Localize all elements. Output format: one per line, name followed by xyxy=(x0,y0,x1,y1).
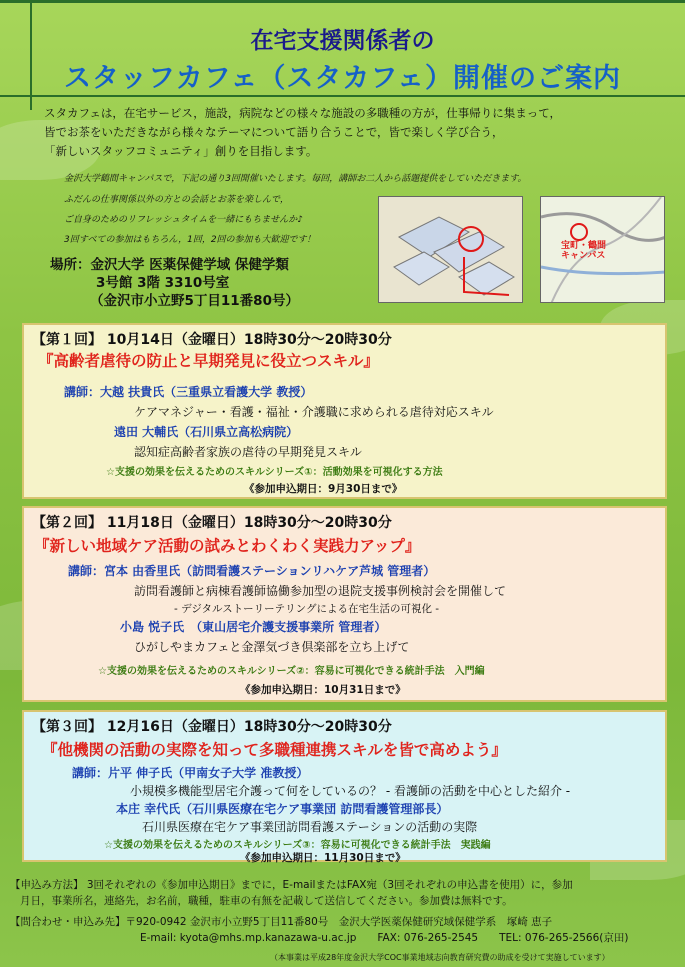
session-3-series: ☆支援の効果を伝えるためのスキルシリーズ③：容易に可視化できる統計手法 実践編 xyxy=(104,840,491,851)
intro-line: 皆でお茶をいただきながら様々なテーマについて語り合うことで，皆で楽しく学び合う， xyxy=(44,125,504,139)
top-rule xyxy=(0,0,685,3)
session-2-box xyxy=(22,506,667,702)
session-2-speaker-2: 小島 悦子氏 （東山居宅介護支援事業所 管理者） xyxy=(120,620,387,634)
session-2-talk-1-sub: - デジタルストーリーテリングによる在宅生活の可視化 - xyxy=(174,603,440,615)
session-2-speaker-1: 講師：宮本 由香里氏（訪問看護ステーションリハケア芦城 管理者） xyxy=(68,564,436,578)
note-line: 3回すべての参加はもちろん，1回，2回の参加も大歓迎です！ xyxy=(64,235,316,245)
building-map-graphic xyxy=(379,197,523,303)
intro-line: 「新しいスタッフコミュニティ」創りを目指します。 xyxy=(44,144,318,158)
header-rule xyxy=(0,95,685,97)
intro-text xyxy=(44,104,674,161)
session-2-talk-2: ひがしやまカフェと金澤気づき倶楽部を立ち上げて xyxy=(134,640,410,654)
session-1-speaker-1: 講師：大越 扶貴氏（三重県立看護大学 教授） xyxy=(64,385,313,399)
session-1-deadline: 《参加申込期日：9月30日まで》 xyxy=(244,483,403,495)
session-3-theme: 『他機関の活動の実際を知って多職種連携スキルを皆で高めよう』 xyxy=(42,741,507,759)
venue-line: 3号館 3階 3310号室 xyxy=(96,275,230,291)
title-line2: スタッフカフェ（スタカフェ）開催のご案内 xyxy=(63,63,622,94)
contact-line: E-mail: kyota@mhs.mp.kanazawa-u.ac.jp FAX: 076-265-2545 TEL: 076-265-2566(京田) xyxy=(140,932,629,944)
venue-line: （金沢市小立野5丁目11番80号） xyxy=(90,293,299,309)
session-1-speaker-2: 遠田 大輔氏（石川県立高松病院） xyxy=(114,425,299,439)
title-line1: 在宅支援関係者の xyxy=(250,28,435,54)
session-1-series: ☆支援の効果を伝えるためのスキルシリーズ①：活動効果を可視化する方法 xyxy=(106,467,443,478)
funding-note: （本事業は平成28年度金沢大学COC事業地域志向教育研究費の助成を受けて実施しています） xyxy=(270,953,610,962)
note-line: ご自身のためのリフレッシュタイムを一緒にもちませんか♪ xyxy=(64,215,303,225)
session-1-date: 【第１回】 10月14日（金曜日）18時30分～20時30分 xyxy=(32,332,392,348)
session-3-talk-1: 小規模多機能型居宅介護って何をしているの？ - 看護師の活動を中心とした紹介 - xyxy=(130,784,571,798)
session-1-box xyxy=(22,323,667,499)
contact-line: 【問合わせ・申込み先】〒920-0942 金沢市小立野5丁目11番80号 金沢大学医薬保健研究域保健学系 塚崎 恵子 xyxy=(10,916,553,928)
session-1-talk-2: 認知症高齢者家族の虐待の早期発見スキル xyxy=(134,445,362,459)
application-method xyxy=(10,877,675,909)
venue-line: 場所：金沢大学 医薬保健学域 保健学類 xyxy=(50,257,289,273)
session-3-deadline: 《参加申込期日：11月30日まで》 xyxy=(240,852,406,864)
contact-info xyxy=(10,914,675,946)
campus-building-map xyxy=(378,196,523,303)
session-1-theme: 『高齢者虐待の防止と早期発見に役立つスキル』 xyxy=(38,352,379,370)
application-line: 月日，事業所名，連絡先，お名前，職種，駐車の有無を記載して送信してください。参加費は無料です。 xyxy=(20,895,513,907)
application-line: 【申込み方法】 3回それぞれの《参加申込期日》までに，E-mailまたはFAX宛（3回それぞれの申込書を使用）に，参加 xyxy=(10,879,573,891)
campus-area-map xyxy=(540,196,665,303)
session-3-speaker-2: 本庄 幸代氏（石川県医療在宅ケア事業団 訪問看護管理部長） xyxy=(116,802,449,816)
session-2-talk-1: 訪問看護師と病棟看護師協働参加型の退院支援事例検討会を開催して xyxy=(134,584,507,598)
session-3-box xyxy=(22,710,667,862)
venue-block xyxy=(50,256,299,310)
session-3-talk-2: 石川県医療在宅ケア事業団訪問看護ステーションの活動の実際 xyxy=(142,820,478,834)
session-2-series: ☆支援の効果を伝えるためのスキルシリーズ②：容易に可視化できる統計手法 入門編 xyxy=(98,666,485,677)
note-line: ふだんの仕事関係以外の方との会話とお茶を楽しんで， xyxy=(64,195,289,205)
session-3-date: 【第３回】 12月16日（金曜日）18時30分～20時30分 xyxy=(32,719,392,735)
map-campus-label: 宝町・鶴間キャンパス xyxy=(561,241,607,261)
intro-line: スタカフェは，在宅サービス，施設，病院などの様々な施設の多職種の方が，仕事帰りに集まって， xyxy=(44,106,562,120)
session-2-theme: 『新しい地域ケア活動の試みとわくわく実践力アップ』 xyxy=(34,537,421,555)
session-1-talk-1: ケアマネジャー・看護・福祉・介護職に求められる虐待対応スキル xyxy=(134,405,494,419)
session-2-date: 【第２回】 11月18日（金曜日）18時30分～20時30分 xyxy=(32,515,392,531)
session-2-deadline: 《参加申込期日：10月31日まで》 xyxy=(240,684,406,696)
session-3-speaker-1: 講師：片平 伸子氏（甲南女子大学 准教授） xyxy=(72,766,309,780)
note-line: 金沢大学鶴間キャンパスで，下記の通り3回開催いたします。毎回，講師お二人から話題提供をしていただきます。 xyxy=(64,174,527,184)
